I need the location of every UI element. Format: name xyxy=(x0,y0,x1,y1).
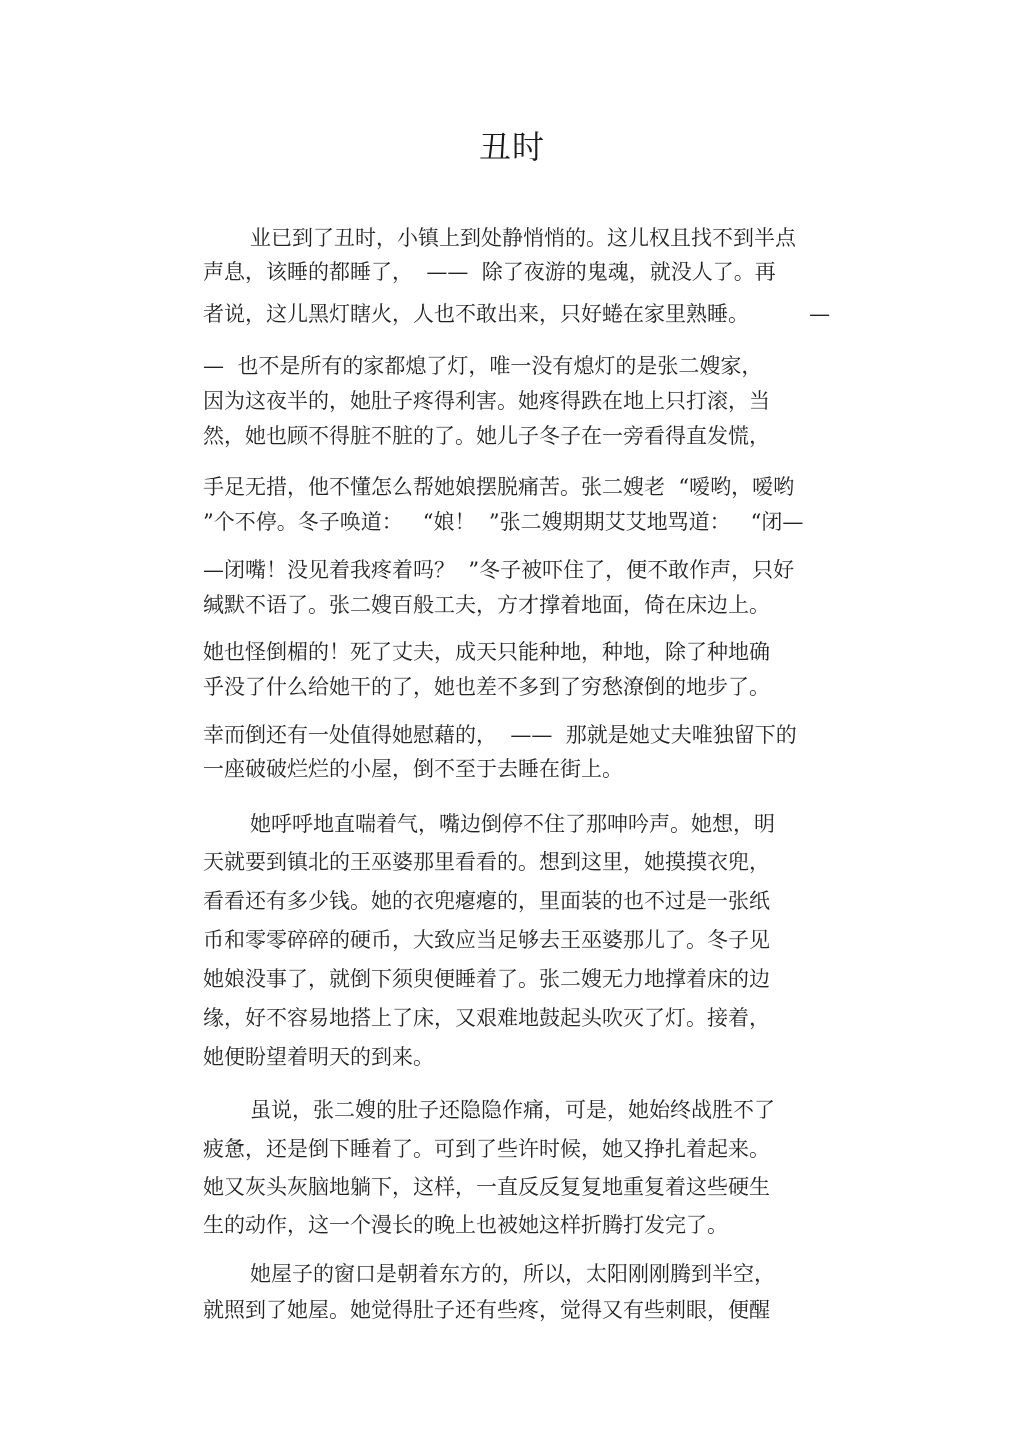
text-line: 手足无措，他不懂怎么帮她娘摆脱痛苦。张二嫂老 “嗳哟，嗳哟 xyxy=(203,475,795,499)
text-line: 缄默不语了。张二嫂百般工夫，方才撑着地面，倚在床边上。 xyxy=(203,593,770,617)
text-line: 币和零零碎碎的硬币，大致应当足够去王巫婆那儿了。冬子见 xyxy=(203,928,770,952)
text-line: 一座破破烂烂的小屋，倒不至于去睡在街上。 xyxy=(203,757,623,781)
text-line: 她屋子的窗口是朝着东方的，所以，太阳刚刚腾到半空， xyxy=(250,1262,775,1286)
text-line: ”个不停。冬子唤道： “娘！ ”张二嫂期期艾艾地骂道： “闭— xyxy=(203,510,804,534)
text-line: 她呼呼地直喘着气，嘴边倒停不住了那呻吟声。她想，明 xyxy=(250,812,775,836)
text-line: 就照到了她屋。她觉得肚子还有些疼，觉得又有些刺眼，便醒 xyxy=(203,1298,770,1322)
text-line: 她又灰头灰脑地躺下，这样，一直反反复复地重复着这些硬生 xyxy=(203,1175,770,1199)
text-line: 她便盼望着明天的到来。 xyxy=(203,1045,434,1069)
text-line: 然，她也顾不得脏不脏的了。她儿子冬子在一旁看得直发慌， xyxy=(203,424,770,448)
text-line: 因为这夜半的，她肚子疼得利害。她疼得跌在地上只打滚，当 xyxy=(203,389,770,413)
text-line: — 也不是所有的家都熄了灯，唯一没有熄灯的是张二嫂家， xyxy=(203,354,763,378)
text-line: 幸而倒还有一处值得她慰藉的， —— 那就是她丈夫唯独留下的 xyxy=(203,723,797,747)
text-line: 看看还有多少钱。她的衣兜瘪瘪的，里面装的也不过是一张纸 xyxy=(203,889,770,913)
text-line: 疲惫，还是倒下睡着了。可到了些许时候，她又挣扎着起来。 xyxy=(203,1137,770,1161)
document-title: 丑时 xyxy=(478,128,545,166)
text-line: 声息，该睡的都睡了， —— 除了夜游的鬼魂，就没人了。再 xyxy=(203,260,776,284)
text-line: 乎没了什么给她干的了，她也差不多到了穷愁潦倒的地步了。 xyxy=(203,675,770,699)
text-line: 虽说，张二嫂的肚子还隐隐作痛，可是，她始终战胜不了 xyxy=(250,1098,775,1122)
text-line: 生的动作，这一个漫长的晚上也被她这样折腾打发完了。 xyxy=(203,1213,728,1237)
text-line: 她娘没事了，就倒下须臾便睡着了。张二嫂无力地撑着床的边 xyxy=(203,967,770,991)
text-line: —闭嘴！没见着我疼着吗？ ”冬子被吓住了，便不敢作声，只好 xyxy=(203,558,795,582)
text-line: 业已到了丑时，小镇上到处静悄悄的。这儿权且找不到半点 xyxy=(250,226,796,250)
text-line: 天就要到镇北的王巫婆那里看看的。想到这里，她摸摸衣兜， xyxy=(203,850,770,874)
text-line: 她也怪倒楣的！死了丈夫，成天只能种地，种地，除了种地确 xyxy=(203,640,770,664)
text-line: 者说，这儿黑灯瞎火，人也不敢出来，只好蜷在家里熟睡。 — xyxy=(203,302,831,326)
text-line: 缘，好不容易地搭上了床，又艰难地鼓起头吹灭了灯。接着， xyxy=(203,1006,770,1030)
